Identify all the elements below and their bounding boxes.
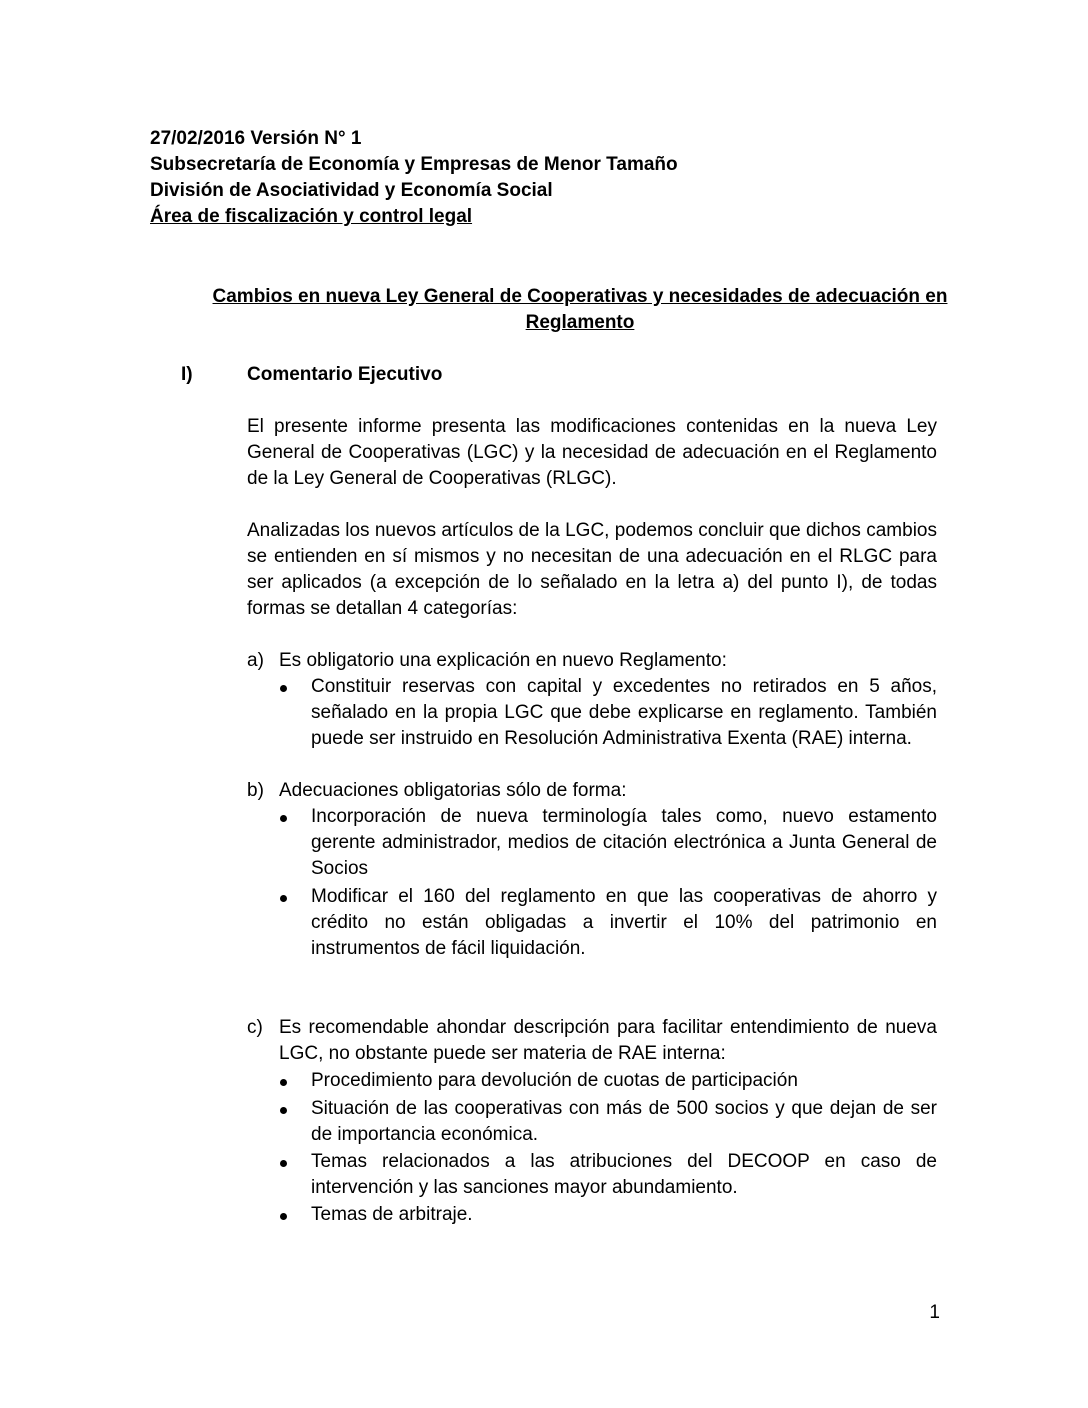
list-item-letter: c) [247,1017,263,1038]
bullet-icon [280,1160,287,1167]
bullet-text: Temas relacionados a las atribuciones del DECOOP en caso de intervención y las sanciones mayor abundamiento. [311,1151,937,1198]
header-division: División de Asociatividad y Economía Social [150,180,553,201]
section-number: I) [181,364,193,385]
bullet-icon [280,1107,287,1114]
document-header [150,126,950,230]
section-heading: Comentario Ejecutivo [247,364,443,385]
list-item-text: Adecuaciones obligatorias sólo de forma: [279,780,627,801]
bullet-text: Incorporación de nueva terminología tales como, nuevo estamento gerente administrador, medios de citación electrónica a Junta General de Socios [311,806,937,879]
document-title: Cambios en nueva Ley General de Cooperativas y necesidades de adecuación en Reglamento [212,286,948,333]
header-area: Área de fiscalización y control legal [150,206,473,227]
page-number: 1 [929,1302,940,1323]
list-item-letter: a) [247,650,264,671]
list-item-text: Es obligatorio una explicación en nuevo Reglamento: [279,650,727,671]
paragraph-analysis: Analizadas los nuevos artículos de la LGC, podemos concluir que dichos cambios se entienden en sí mismos y no necesitan de una adecuación en el RLGC para ser aplicados (a excepción de lo señalado en la letra a) del punto I), de todas formas se detallan 4 categorías: [247,520,937,619]
bullet-icon [280,1213,287,1220]
list-item-text: Es recomendable ahondar descripción para facilitar entendimiento de nueva LGC, no obstante puede ser materia de RAE interna: [279,1017,937,1064]
bullet-item [280,884,937,962]
bullet-text: Situación de las cooperativas con más de 500 socios y que dejan de ser de importancia económica. [311,1098,937,1145]
bullet-item [280,1149,937,1201]
header-date-version: 27/02/2016 Versión N° 1 [150,128,362,149]
bullet-icon [280,685,287,692]
bullet-item [280,1096,937,1148]
bullet-item [280,804,937,882]
bullet-text: Constituir reservas con capital y excedentes no retirados en 5 años, señalado en la propia LGC que debe explicarse en reglamento. También puede ser instruido en Resolución Administrativa Exenta (RAE) interna. [311,676,937,749]
bullet-text: Procedimiento para devolución de cuotas de participación [311,1070,798,1091]
bullet-icon [280,815,287,822]
bullet-item [280,1068,937,1094]
bullet-item [280,674,937,752]
header-subsecretaria: Subsecretaría de Economía y Empresas de Menor Tamaño [150,154,678,175]
bullet-item [280,1202,937,1228]
bullet-icon [280,1079,287,1086]
bullet-icon [280,895,287,902]
bullet-text: Temas de arbitraje. [311,1204,473,1225]
list-item-letter: b) [247,780,264,801]
bullet-text: Modificar el 160 del reglamento en que las cooperativas de ahorro y crédito no están obligadas a invertir el 10% del patrimonio en instrumentos de fácil liquidación. [311,886,937,959]
paragraph-intro: El presente informe presenta las modificaciones contenidas en la nueva Ley General de Cooperativas (LGC) y la necesidad de adecuación en el Reglamento de la Ley General de Cooperativas (RLGC). [247,416,937,489]
